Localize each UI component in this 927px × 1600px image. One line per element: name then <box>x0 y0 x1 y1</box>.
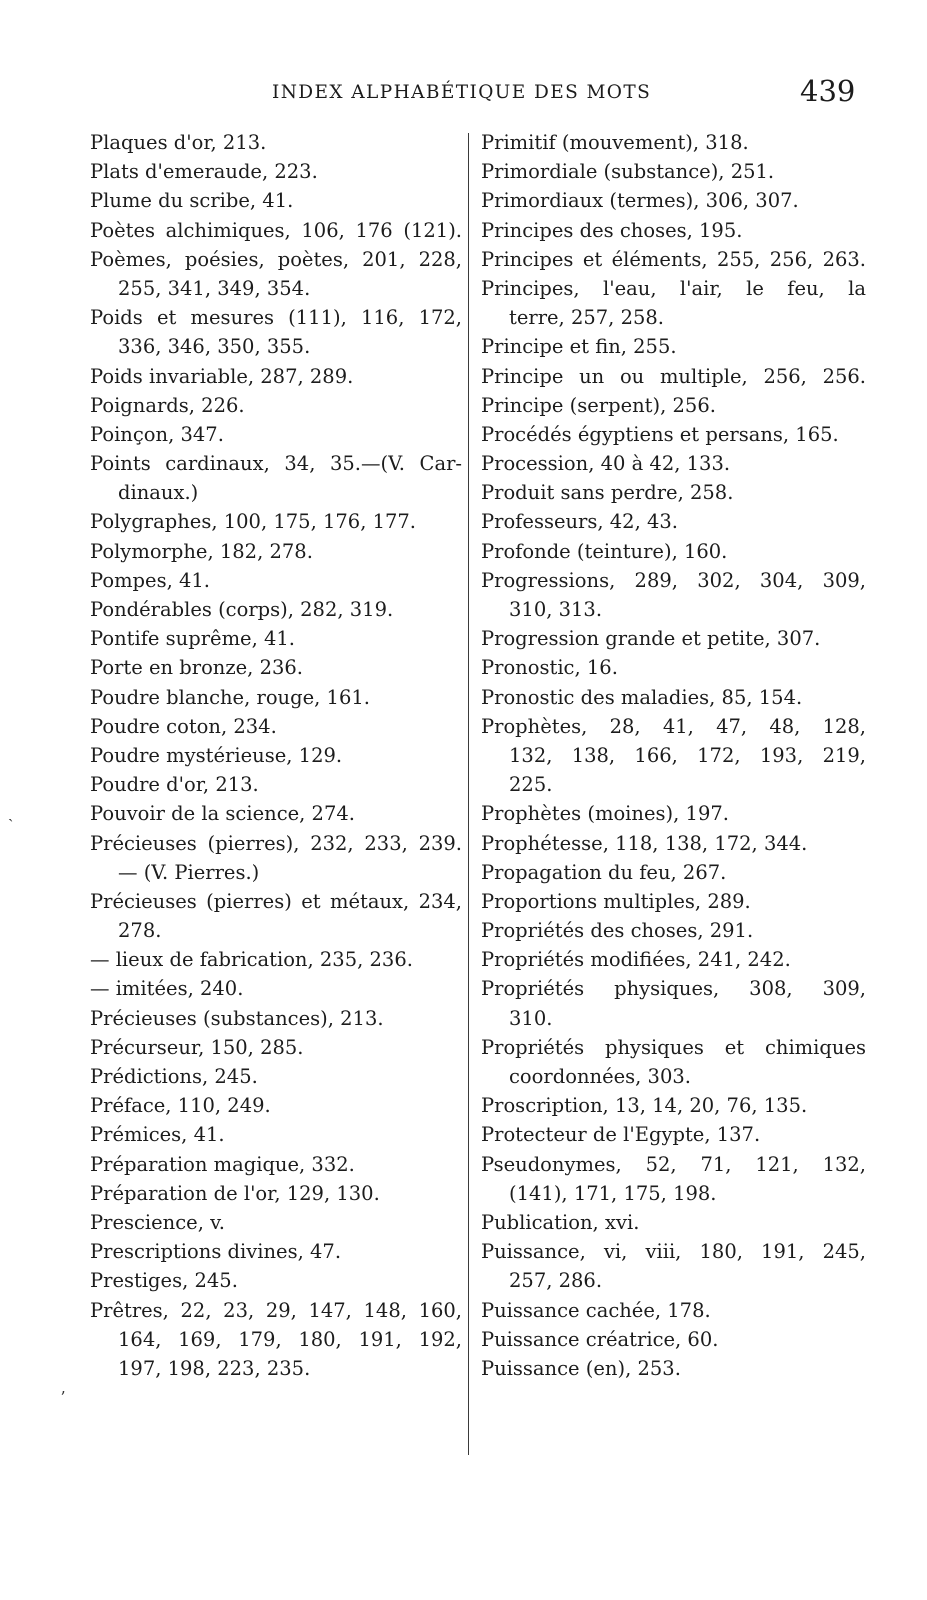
index-entry: Progressions, 289, 302, 304, 309, <box>481 568 866 592</box>
running-title: INDEX ALPHABÉTIQUE DES MOTS <box>272 82 652 103</box>
index-entry: Poèmes, poésies, poètes, 201, 228, <box>90 247 462 271</box>
index-entry: Plaques d'or, 213. <box>90 131 267 154</box>
index-entry: Pompes, 41. <box>90 568 210 592</box>
index-entry: Points cardinaux, 34, 35.—(V. Car- <box>90 452 462 476</box>
index-entry: Préparation magique, 332. <box>90 1152 355 1176</box>
index-entry: Poudre blanche, rouge, 161. <box>90 685 370 709</box>
index-entry: Prémices, 41. <box>90 1123 225 1147</box>
index-entry: Prédictions, 245. <box>90 1065 258 1088</box>
index-entry: Propagation du feu, 267. <box>481 860 727 884</box>
index-entry: Poignards, 226. <box>90 393 245 417</box>
index-entry: Prescience, v. <box>90 1210 226 1234</box>
index-entry-continuation: — (V. Pierres.) <box>118 860 260 884</box>
index-entry-continuation: 225. <box>509 773 553 797</box>
index-entry: Précieuses (pierres) et métaux, 234, <box>90 889 462 913</box>
index-entry: Poids invariable, 287, 289. <box>90 364 354 388</box>
index-entry: Protecteur de l'Egypte, 137. <box>481 1123 761 1147</box>
index-entry: — imitées, 240. <box>90 977 244 1001</box>
index-entry: Procession, 40 à 42, 133. <box>481 452 731 476</box>
index-entry: Plats d'emeraude, 223. <box>90 160 318 184</box>
index-entry: Poids et mesures (111), 116, 172, <box>90 306 462 330</box>
index-entry-continuation: 310. <box>509 1006 553 1030</box>
index-entry-continuation: 132, 138, 166, 172, 193, 219, <box>509 743 866 767</box>
index-entry: Publication, xvi. <box>481 1210 640 1234</box>
index-entry: Pronostic des maladies, 85, 154. <box>481 685 803 709</box>
index-entry: Principes des choses, 195. <box>481 218 743 242</box>
index-entry-continuation: 257, 286. <box>509 1269 603 1293</box>
index-entry: Prescriptions divines, 47. <box>90 1240 342 1264</box>
index-entry: Pronostic, 16. <box>481 656 618 680</box>
page-number: 439 <box>800 74 856 108</box>
index-column-right <box>481 128 866 1383</box>
index-entry: Principe un ou multiple, 256, 256. <box>481 364 866 388</box>
index-entry: Principes, l'eau, l'air, le feu, la <box>481 276 866 300</box>
index-entry: Pseudonymes, 52, 71, 121, 132, <box>481 1152 866 1176</box>
index-entry-continuation: 197, 198, 223, 235. <box>118 1356 311 1380</box>
margin-mark-icon: ʼ <box>60 1388 66 1407</box>
index-entry: Poudre mystérieuse, 129. <box>90 743 343 767</box>
index-entry: Professeurs, 42, 43. <box>481 510 678 534</box>
index-entry: — lieux de fabrication, 235, 236. <box>90 948 413 972</box>
index-entry-continuation: dinaux.) <box>118 481 199 505</box>
index-entry: Pouvoir de la science, 274. <box>90 802 355 826</box>
index-entry: Précieuses (substances), 213. <box>90 1006 384 1030</box>
index-entry-continuation: coordonnées, 303. <box>509 1065 691 1088</box>
column-divider <box>468 133 469 1455</box>
index-entry: Proportions multiples, 289. <box>481 889 751 913</box>
index-entry: Prophètes (moines), 197. <box>481 802 729 826</box>
index-entry: Pondérables (corps), 282, 319. <box>90 598 394 621</box>
index-entry-continuation: 310, 313. <box>509 598 603 621</box>
index-entry: Prophétesse, 118, 138, 172, 344. <box>481 831 808 855</box>
index-entry: Puissance (en), 253. <box>481 1356 681 1380</box>
index-entry: Polygraphes, 100, 175, 176, 177. <box>90 510 417 534</box>
index-entry: Précieuses (pierres), 232, 233, 239. <box>90 831 462 855</box>
index-column-left <box>90 128 462 1383</box>
index-entry: Polymorphe, 182, 278. <box>90 539 313 563</box>
index-entry-continuation: terre, 257, 258. <box>509 306 664 330</box>
index-entry: Puissance créatrice, 60. <box>481 1327 719 1351</box>
index-entry: Prophètes, 28, 41, 47, 48, 128, <box>481 714 866 738</box>
index-entry: Profonde (teinture), 160. <box>481 539 728 563</box>
index-entry: Poinçon, 347. <box>90 422 224 446</box>
index-entry-continuation: 278. <box>118 919 162 943</box>
index-entry: Primordiaux (termes), 306, 307. <box>481 189 799 213</box>
index-entry: Prestiges, 245. <box>90 1269 238 1293</box>
index-entry: Poudre coton, 234. <box>90 714 277 738</box>
index-entry: Puissance, vi, viii, 180, 191, 245, <box>481 1240 866 1264</box>
index-entry: Primordiale (substance), 251. <box>481 160 775 184</box>
index-entry: Proscription, 13, 14, 20, 76, 135. <box>481 1094 808 1118</box>
index-entry: Poudre d'or, 213. <box>90 773 259 797</box>
index-entry: Progression grande et petite, 307. <box>481 627 821 651</box>
stray-mark-icon: ˏ <box>8 803 14 822</box>
index-entry: Préface, 110, 249. <box>90 1094 271 1118</box>
index-entry: Principes et éléments, 255, 256, 263. <box>481 247 866 271</box>
index-entry: Propriétés physiques, 308, 309, <box>481 977 866 1001</box>
index-entry: Propriétés des choses, 291. <box>481 919 754 943</box>
index-entry: Pontife suprême, 41. <box>90 627 296 651</box>
page-header <box>0 76 927 116</box>
index-entry: Plume du scribe, 41. <box>90 189 294 213</box>
index-entry: Préparation de l'or, 129, 130. <box>90 1181 380 1205</box>
index-entry: Procédés égyptiens et persans, 165. <box>481 422 839 446</box>
index-entry: Primitif (mouvement), 318. <box>481 131 749 154</box>
index-entry: Prêtres, 22, 23, 29, 147, 148, 160, <box>90 1298 462 1322</box>
index-entry: Porte en bronze, 236. <box>90 656 303 680</box>
index-entry: Poètes alchimiques, 106, 176 (121). <box>90 218 462 242</box>
index-entry: Propriétés modifiées, 241, 242. <box>481 948 791 972</box>
index-entry-continuation: 164, 169, 179, 180, 191, 192, <box>118 1327 462 1351</box>
index-entry: Précurseur, 150, 285. <box>90 1035 304 1059</box>
index-entry-continuation: 336, 346, 350, 355. <box>118 335 311 359</box>
index-entry: Puissance cachée, 178. <box>481 1298 711 1322</box>
index-entry: Principe et fin, 255. <box>481 335 677 359</box>
index-entry-continuation: 255, 341, 349, 354. <box>118 276 311 300</box>
index-entry: Principe (serpent), 256. <box>481 393 716 417</box>
index-entry: Propriétés physiques et chimiques <box>481 1035 866 1059</box>
index-entry: Produit sans perdre, 258. <box>481 481 734 505</box>
index-entry-continuation: (141), 171, 175, 198. <box>509 1181 717 1205</box>
